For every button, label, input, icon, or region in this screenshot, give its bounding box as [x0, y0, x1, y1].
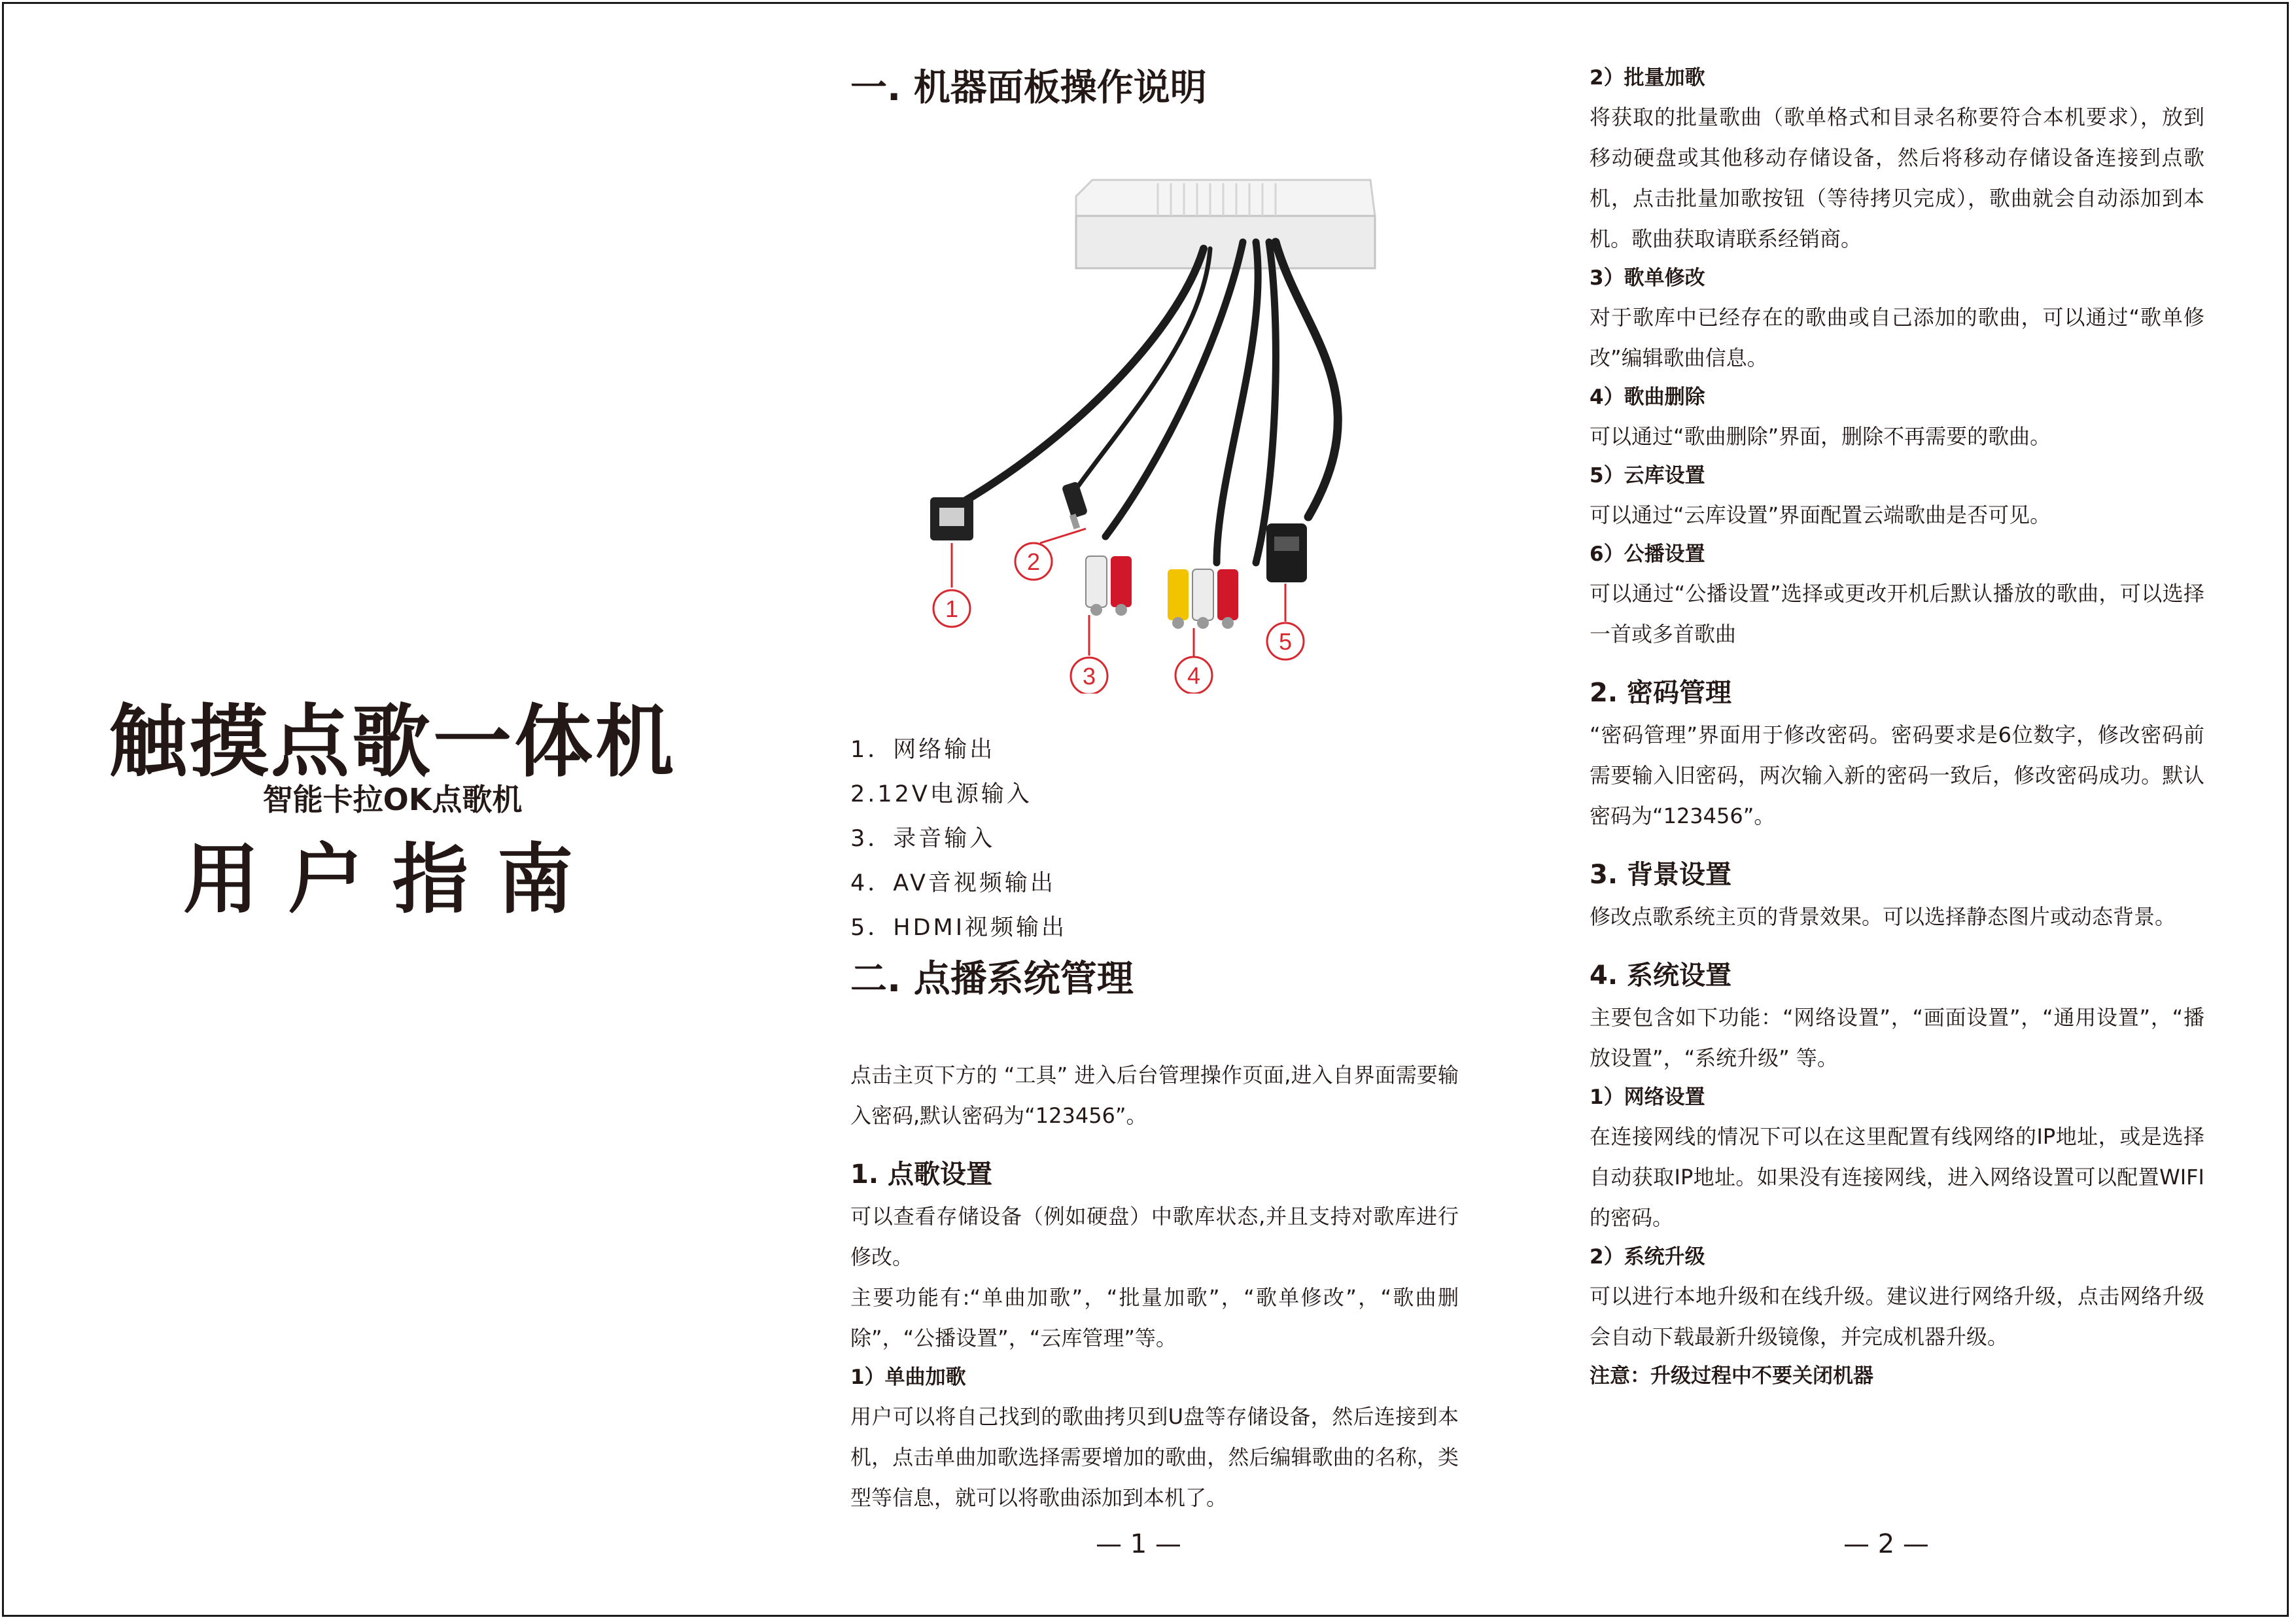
system-heading: 二. 点播系统管理	[850, 958, 1134, 1000]
callout-5: 5	[1278, 628, 1293, 655]
background-heading: 3. 背景设置	[1590, 860, 1731, 890]
panel-heading: 一. 机器面板操作说明	[850, 67, 1207, 109]
upgrade-note: 注意：升级过程中不要关闭机器	[1590, 1364, 1873, 1388]
port-list	[850, 728, 1459, 950]
system-settings-heading: 4. 系统设置	[1590, 961, 1731, 991]
page-number-2: — 2 —	[1843, 1529, 1929, 1559]
delete-heading: 4）歌曲删除	[1590, 385, 1705, 409]
cable-illustration	[850, 118, 1459, 694]
batch-add-text: 将获取的批量歌曲（歌单格式和目录名称要符合本机要求），放到移动硬盘或其他移动存储设备，然后将移动存储设备连接到点歌机，点击批量加歌按钮（等待拷贝完成），歌曲就会自动添加到本机。歌曲获取请联系经销商。	[1590, 105, 2204, 251]
network-settings-text: 在连接网线的情况下可以在这里配置有线网络的IP地址，或是选择自动获取IP地址。如果没有连接网线，进入网络设置可以配置WIFI的密码。	[1590, 1124, 2204, 1230]
page-number-1: — 1 —	[1096, 1529, 1181, 1559]
password-text: “密码管理”界面用于修改密码。密码要求是6位数字，修改密码前需要输入旧密码，两次输入新的密码一致后，修改密码成功。默认密码为“123456”。	[1590, 722, 2204, 828]
song-settings-functions: 主要功能有:“单曲加歌”，“批量加歌”，“歌单修改”，“歌曲删除”，“公播设置”，“云库管理”等。	[850, 1285, 1459, 1350]
callout-4: 4	[1187, 662, 1201, 689]
callout-3: 3	[1082, 663, 1096, 690]
delete-text: 可以通过“歌曲删除”界面，删除不再需要的歌曲。	[1590, 424, 2051, 449]
password-heading: 2. 密码管理	[1590, 678, 1731, 708]
network-settings-heading: 1）网络设置	[1590, 1086, 1705, 1109]
single-add-text: 用户可以将自己找到的歌曲拷贝到U盘等存储设备，然后连接到本机，点击单曲加歌选择需要增加的歌曲，然后编辑歌曲的名称，类型等信息，就可以将歌曲添加到本机了。	[850, 1404, 1459, 1510]
song-settings-heading: 1. 点歌设置	[850, 1159, 992, 1190]
cloud-text: 可以通过“云库设置”界面配置云端歌曲是否可见。	[1590, 503, 2051, 527]
list-item: 5．HDMI视频输出	[850, 915, 1068, 941]
list-item: 4．AV音视频输出	[850, 870, 1056, 896]
system-upgrade-text: 可以进行本地升级和在线升级。建议进行网络升级，点击网络升级会自动下载最新升级镜像，并完成机器升级。	[1590, 1284, 2204, 1349]
background-text: 修改点歌系统主页的背景效果。可以选择静态图片或动态背景。	[1590, 904, 2176, 929]
list-edit-heading: 3）歌单修改	[1590, 266, 1705, 290]
cover-guide-title: 用户指南	[183, 836, 602, 924]
callout-2: 2	[1026, 548, 1041, 575]
cloud-heading: 5）云库设置	[1590, 464, 1705, 487]
cover-subtitle: 智能卡拉OK点歌机	[262, 782, 523, 817]
list-item: 2.12V电源输入	[850, 781, 1032, 807]
page-1	[850, 59, 1459, 1518]
cover-title: 触摸点歌一体机	[109, 697, 676, 788]
list-item: 1．网络输出	[850, 737, 996, 763]
broadcast-text: 可以通过“公播设置”选择或更改开机后默认播放的歌曲，可以选择一首或多首歌曲	[1590, 581, 2204, 646]
batch-add-heading: 2）批量加歌	[1590, 66, 1705, 90]
broadcast-heading: 6）公播设置	[1590, 542, 1705, 566]
page-2	[1590, 59, 2204, 1395]
callout-1: 1	[945, 595, 959, 622]
song-settings-text: 可以查看存储设备（例如硬盘）中歌库状态,并且支持对歌库进行修改。	[850, 1204, 1459, 1269]
cable-diagram	[850, 118, 1459, 694]
system-upgrade-heading: 2）系统升级	[1590, 1245, 1705, 1269]
single-add-heading: 1）单曲加歌	[850, 1366, 966, 1389]
intro-text: 点击主页下方的 “工具” 进入后台管理操作页面,进入自界面需要输入密码,默认密码为“123456”。	[850, 1063, 1459, 1128]
system-settings-text: 主要包含如下功能：“网络设置”，“画面设置”，“通用设置”，“播放设置”，“系统升级” 等。	[1590, 1005, 2204, 1070]
list-edit-text: 对于歌库中已经存在的歌曲或自己添加的歌曲，可以通过“歌单修改”编辑歌曲信息。	[1590, 305, 2204, 370]
list-item: 3．录音输入	[850, 826, 996, 852]
